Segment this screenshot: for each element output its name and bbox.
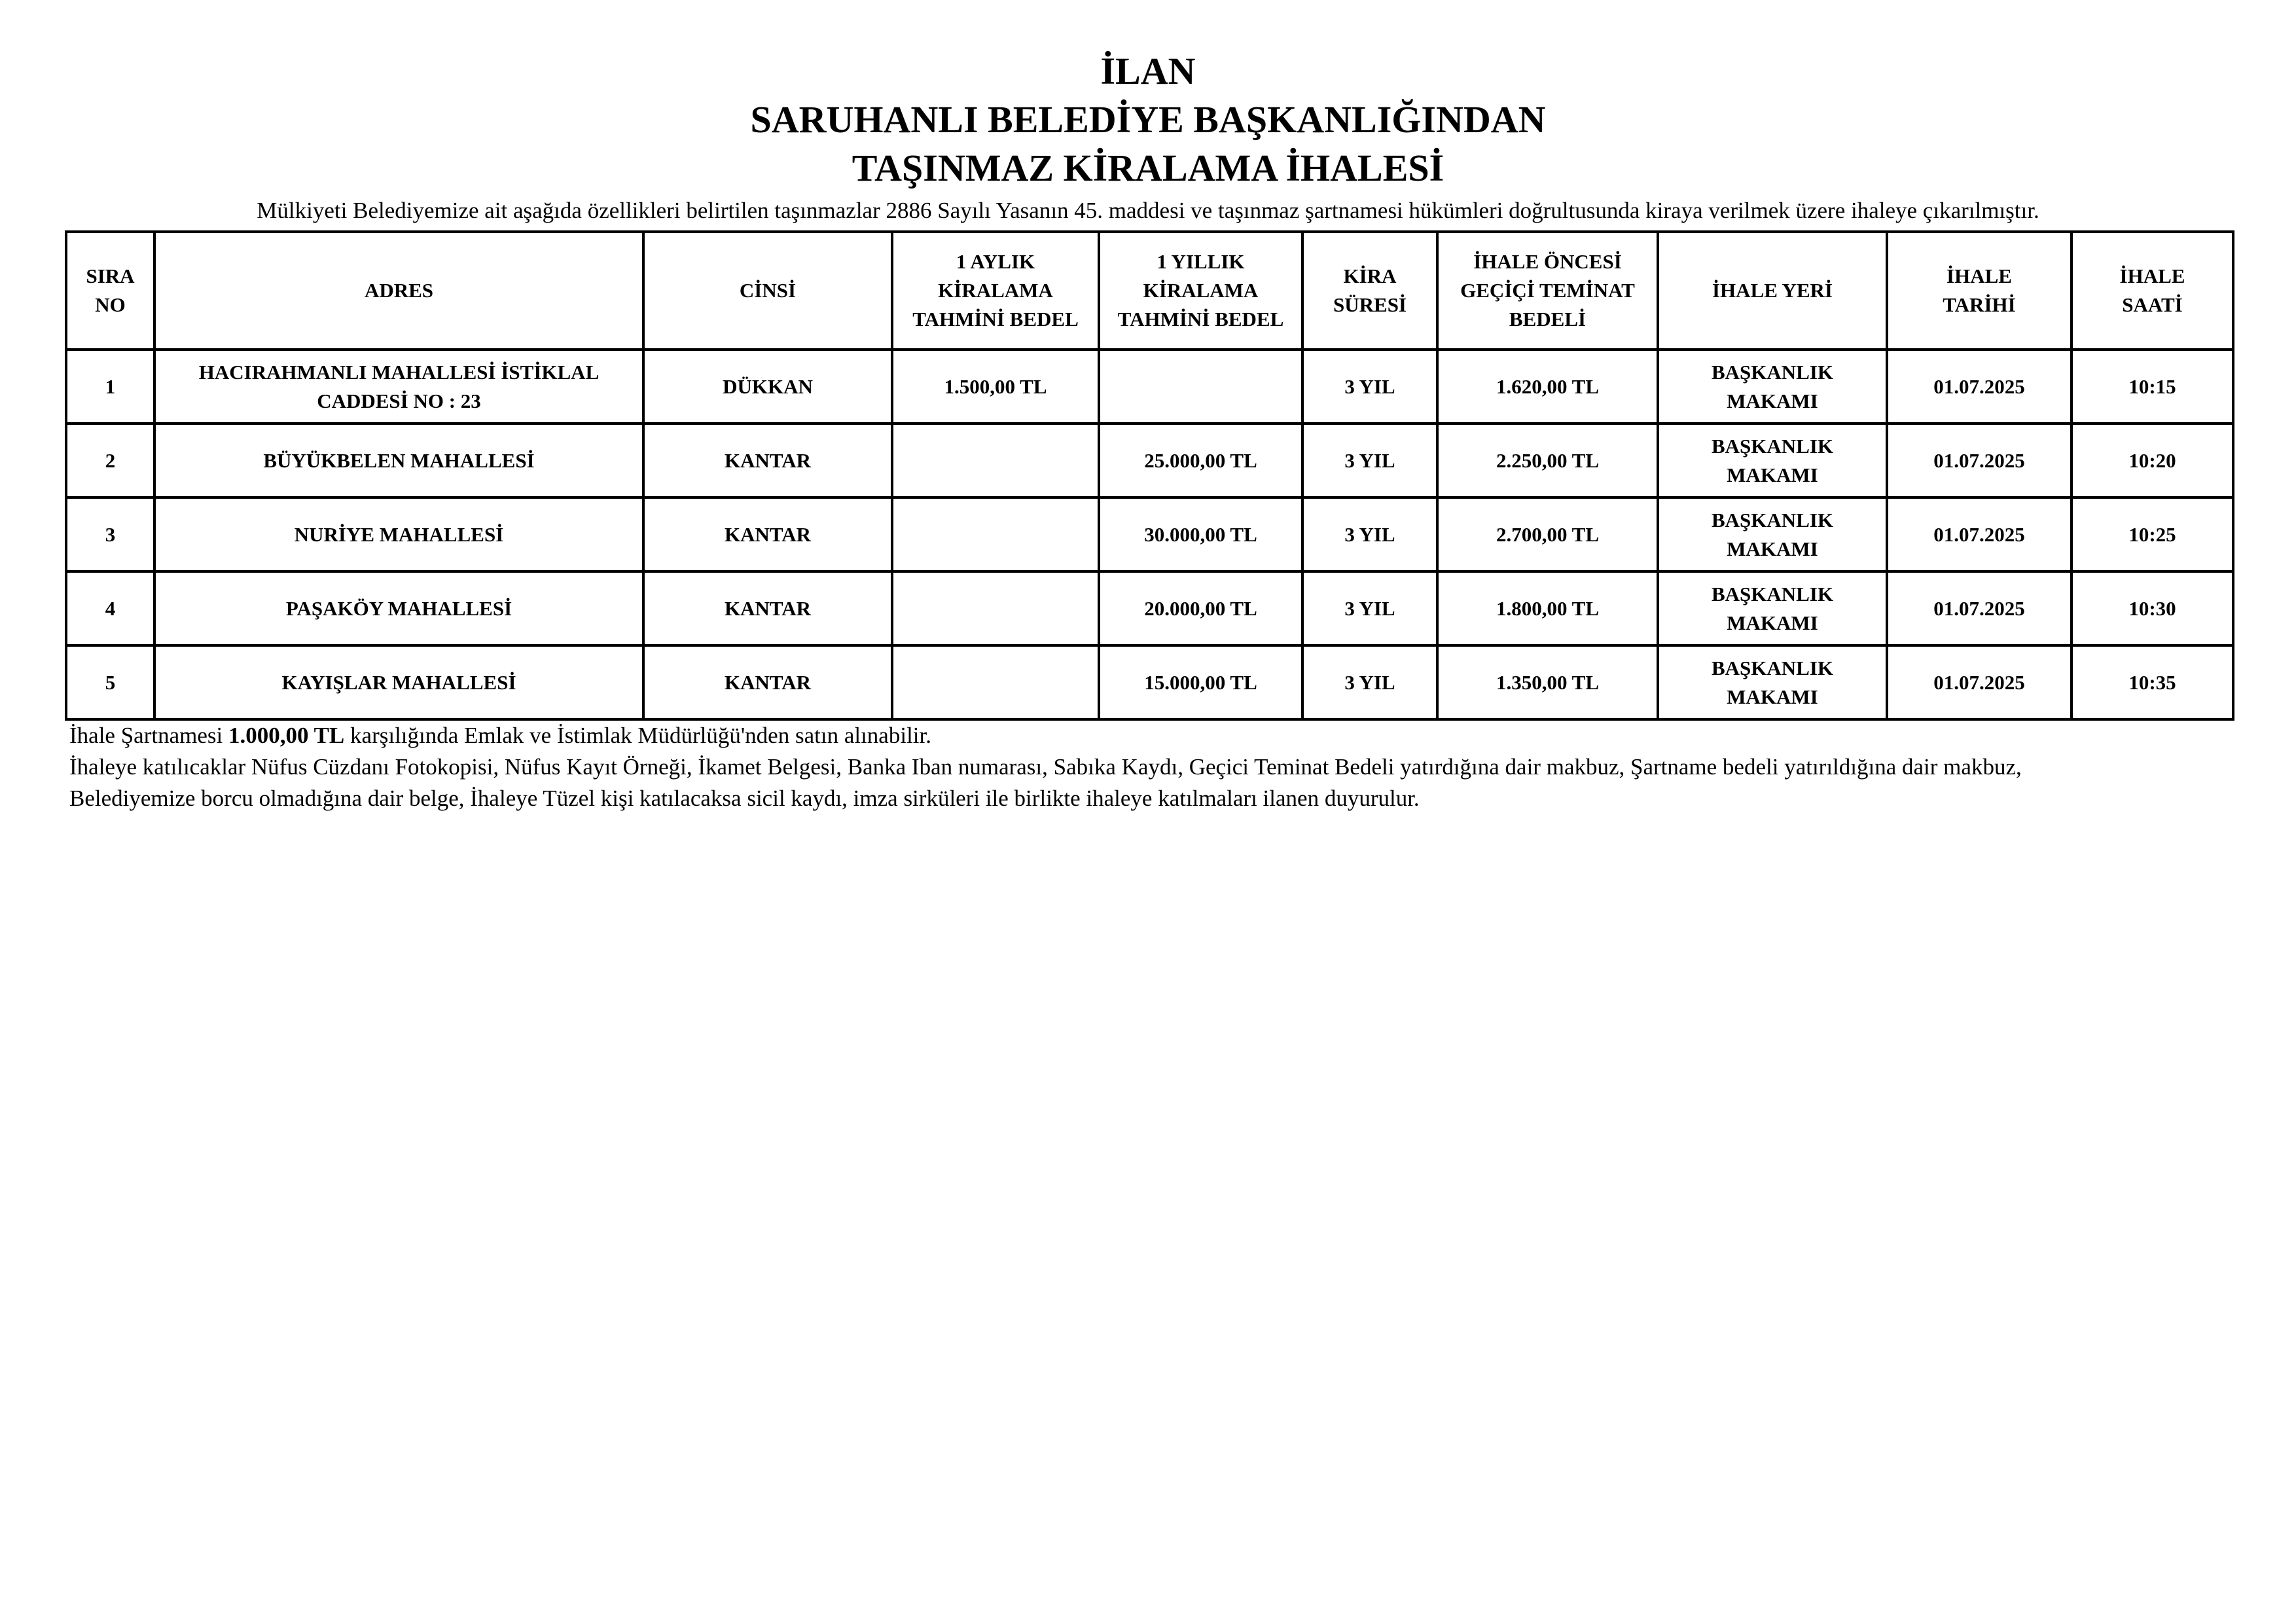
cell-sira: 1 — [66, 350, 154, 424]
cell-saat: 10:20 — [2072, 424, 2233, 497]
cell-aylik: 1.500,00 TL — [892, 350, 1099, 424]
cell-yillik: 25.000,00 TL — [1099, 424, 1302, 497]
cell-adres: NURİYE MAHALLESİ — [154, 497, 643, 571]
specification-price: 1.000,00 TL — [228, 723, 345, 748]
cell-adres: PAŞAKÖY MAHALLESİ — [154, 571, 643, 645]
cell-tarih: 01.07.2025 — [1887, 497, 2072, 571]
header-cinsi: CİNSİ — [643, 232, 892, 350]
specification-note-suffix: karşılığında Emlak ve İstimlak Müdürlüğü'nden satın alınabilir. — [344, 723, 931, 748]
notice-title: İLAN — [1100, 50, 1196, 92]
cell-yillik — [1099, 350, 1302, 424]
header-adres: ADRES — [154, 232, 643, 350]
table-row — [66, 645, 2233, 719]
requirements-note: İhaleye katılıcaklar Nüfus Cüzdanı Fotokopisi, Nüfus Kayıt Örneği, İkamet Belgesi, Banka Iban numarası, Sabıka Kaydı, Geçici Teminat Bedeli yatırdığına dair makbuz, Şartname bedeli yatırıldığına dair makbuz, — [69, 754, 2022, 780]
table-row — [66, 424, 2233, 497]
cell-saat: 10:30 — [2072, 571, 2233, 645]
cell-sure: 3 YIL — [1302, 424, 1437, 497]
cell-teminat: 2.700,00 TL — [1437, 497, 1658, 571]
cell-tarih: 01.07.2025 — [1887, 571, 2072, 645]
cell-saat: 10:25 — [2072, 497, 2233, 571]
specification-note — [69, 720, 2229, 751]
header-ihale-tarihi: İHALE TARİHİ — [1887, 232, 2072, 350]
issuer-title: SARUHANLI BELEDİYE BAŞKANLIĞINDAN — [750, 98, 1546, 141]
header-yillik-bedel: 1 YILLIK KİRALAMA TAHMİNİ BEDEL — [1099, 232, 1302, 350]
cell-tarih: 01.07.2025 — [1887, 645, 2072, 719]
cell-sira: 5 — [66, 645, 154, 719]
cell-sure: 3 YIL — [1302, 571, 1437, 645]
cell-aylik — [892, 424, 1099, 497]
header-ihale-yeri: İHALE YERİ — [1658, 232, 1887, 350]
cell-saat: 10:35 — [2072, 645, 2233, 719]
cell-teminat: 1.350,00 TL — [1437, 645, 1658, 719]
requirements-note-continued: Belediyemize borcu olmadığına dair belge, İhaleye Tüzel kişi katılacaksa sicil kaydı, imza sirküleri ile birlikte ihaleye katılmaları ilanen duyurulur. — [69, 785, 1420, 811]
cell-sure: 3 YIL — [1302, 497, 1437, 571]
cell-yillik: 15.000,00 TL — [1099, 645, 1302, 719]
table-header-row — [66, 232, 2233, 350]
cell-aylik — [892, 497, 1099, 571]
cell-teminat: 1.800,00 TL — [1437, 571, 1658, 645]
cell-adres: HACIRAHMANLI MAHALLESİ İSTİKLAL CADDESİ NO : 23 — [154, 350, 643, 424]
intro-text: Mülkiyeti Belediyemize ait aşağıda özellikleri belirtilen taşınmazlar 2886 Sayılı Yasanın 45. maddesi ve taşınmaz şartnamesi hükümleri doğrultusunda kiraya verilmek üzere ihaleye çıkarılmıştır. — [257, 198, 2039, 223]
header-teminat: İHALE ÖNCESİ GEÇİÇİ TEMİNAT BEDELİ — [1437, 232, 1658, 350]
cell-adres: BÜYÜKBELEN MAHALLESİ — [154, 424, 643, 497]
cell-yillik: 20.000,00 TL — [1099, 571, 1302, 645]
cell-tarih: 01.07.2025 — [1887, 350, 2072, 424]
header-kira-suresi: KİRA SÜRESİ — [1302, 232, 1437, 350]
cell-cinsi: DÜKKAN — [643, 350, 892, 424]
cell-yer: BAŞKANLIK MAKAMI — [1658, 571, 1887, 645]
cell-sure: 3 YIL — [1302, 645, 1437, 719]
table-row — [66, 497, 2233, 571]
cell-cinsi: KANTAR — [643, 571, 892, 645]
cell-tarih: 01.07.2025 — [1887, 424, 2072, 497]
header-sira-no: SIRA NO — [66, 232, 154, 350]
tender-title: TAŞINMAZ KİRALAMA İHALESİ — [852, 147, 1444, 189]
header-aylik-bedel: 1 AYLIK KİRALAMA TAHMİNİ BEDEL — [892, 232, 1099, 350]
cell-sira: 3 — [66, 497, 154, 571]
cell-yer: BAŞKANLIK MAKAMI — [1658, 350, 1887, 424]
cell-aylik — [892, 645, 1099, 719]
cell-cinsi: KANTAR — [643, 645, 892, 719]
cell-teminat: 2.250,00 TL — [1437, 424, 1658, 497]
cell-sira: 2 — [66, 424, 154, 497]
specification-note-prefix: İhale Şartnamesi — [69, 723, 228, 748]
cell-adres: KAYIŞLAR MAHALLESİ — [154, 645, 643, 719]
header-ihale-saati: İHALE SAATİ — [2072, 232, 2233, 350]
cell-teminat: 1.620,00 TL — [1437, 350, 1658, 424]
title-block — [0, 47, 2296, 192]
cell-yillik: 30.000,00 TL — [1099, 497, 1302, 571]
table-row — [66, 571, 2233, 645]
cell-sira: 4 — [66, 571, 154, 645]
cell-yer: BAŞKANLIK MAKAMI — [1658, 645, 1887, 719]
cell-yer: BAŞKANLIK MAKAMI — [1658, 424, 1887, 497]
cell-cinsi: KANTAR — [643, 424, 892, 497]
tender-table — [65, 230, 2234, 721]
cell-sure: 3 YIL — [1302, 350, 1437, 424]
table-row — [66, 350, 2233, 424]
cell-saat: 10:15 — [2072, 350, 2233, 424]
cell-aylik — [892, 571, 1099, 645]
footer-notes — [69, 720, 2229, 814]
cell-cinsi: KANTAR — [643, 497, 892, 571]
cell-yer: BAŞKANLIK MAKAMI — [1658, 497, 1887, 571]
